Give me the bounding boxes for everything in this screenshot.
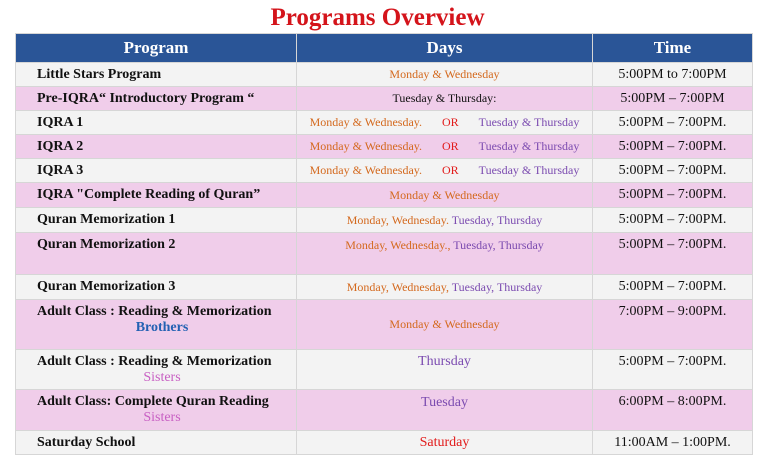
program-cell: IQRA 1 bbox=[16, 111, 297, 135]
program-cell: Saturday School bbox=[16, 431, 297, 455]
time-cell: 5:00PM – 7:00PM. bbox=[593, 350, 753, 390]
programs-table bbox=[15, 33, 753, 455]
table-row bbox=[16, 431, 753, 455]
table-row bbox=[16, 63, 753, 87]
days-header: Days bbox=[297, 34, 593, 63]
program-cell: IQRA 3 bbox=[16, 159, 297, 183]
days-cell: Monday & Wednesday bbox=[297, 183, 593, 208]
program-cell: Quran Memorization 3 bbox=[16, 275, 297, 300]
table-row bbox=[16, 390, 753, 431]
table-row bbox=[16, 183, 753, 208]
time-cell: 5:00PM – 7:00PM. bbox=[593, 135, 753, 159]
time-cell: 11:00AM – 1:00PM. bbox=[593, 431, 753, 455]
days-cell: Thursday bbox=[297, 350, 593, 390]
program-header: Program bbox=[16, 34, 297, 63]
time-cell: 5:00PM – 7:00PM. bbox=[593, 111, 753, 135]
time-cell: 5:00PM – 7:00PM. bbox=[593, 159, 753, 183]
program-cell: Adult Class: Complete Quran Reading Sisters bbox=[16, 390, 297, 431]
table-row bbox=[16, 208, 753, 233]
days-cell: Monday & Wednesday. OR Tuesday & Thursday bbox=[297, 135, 593, 159]
program-cell: Little Stars Program bbox=[16, 63, 297, 87]
time-cell: 5:00PM – 7:00PM. bbox=[593, 275, 753, 300]
time-cell: 5:00PM to 7:00PM bbox=[593, 63, 753, 87]
time-cell: 5:00PM – 7:00PM. bbox=[593, 233, 753, 275]
table-row bbox=[16, 135, 753, 159]
table-row bbox=[16, 275, 753, 300]
days-cell: Monday & Wednesday bbox=[297, 63, 593, 87]
page-title: Programs Overview bbox=[270, 4, 485, 31]
program-cell: Quran Memorization 2 bbox=[16, 233, 297, 275]
table-row bbox=[16, 350, 753, 390]
time-cell: 5:00PM – 7:00PM. bbox=[593, 208, 753, 233]
days-cell: Monday & Wednesday. OR Tuesday & Thursday bbox=[297, 159, 593, 183]
days-cell: Monday & Wednesday bbox=[297, 300, 593, 350]
time-cell: 5:00PM – 7:00PM. bbox=[593, 183, 753, 208]
program-cell: IQRA "Complete Reading of Quran” bbox=[16, 183, 297, 208]
days-cell: Monday, Wednesday., Tuesday, Thursday bbox=[297, 233, 593, 275]
days-cell: Monday, Wednesday, Tuesday, Thursday bbox=[297, 275, 593, 300]
table-row bbox=[16, 300, 753, 350]
program-cell: Adult Class : Reading & Memorization Brothers bbox=[16, 300, 297, 350]
table-row bbox=[16, 87, 753, 111]
program-cell: Quran Memorization 1 bbox=[16, 208, 297, 233]
table-row bbox=[16, 159, 753, 183]
days-cell: Tuesday bbox=[297, 390, 593, 431]
table-row bbox=[16, 111, 753, 135]
days-cell: Monday & Wednesday. OR Tuesday & Thursday bbox=[297, 111, 593, 135]
time-cell: 7:00PM – 9:00PM. bbox=[593, 300, 753, 350]
time-cell: 5:00PM – 7:00PM bbox=[593, 87, 753, 111]
table-row bbox=[16, 233, 753, 275]
days-cell: Monday, Wednesday. Tuesday, Thursday bbox=[297, 208, 593, 233]
header-row bbox=[16, 34, 753, 63]
program-cell: IQRA 2 bbox=[16, 135, 297, 159]
days-cell: Tuesday & Thursday: bbox=[297, 87, 593, 111]
days-cell: Saturday bbox=[297, 431, 593, 455]
time-cell: 6:00PM – 8:00PM. bbox=[593, 390, 753, 431]
program-cell: Adult Class : Reading & Memorization Sisters bbox=[16, 350, 297, 390]
time-header: Time bbox=[593, 34, 753, 63]
program-cell: Pre-IQRA“ Introductory Program “ bbox=[16, 87, 297, 111]
